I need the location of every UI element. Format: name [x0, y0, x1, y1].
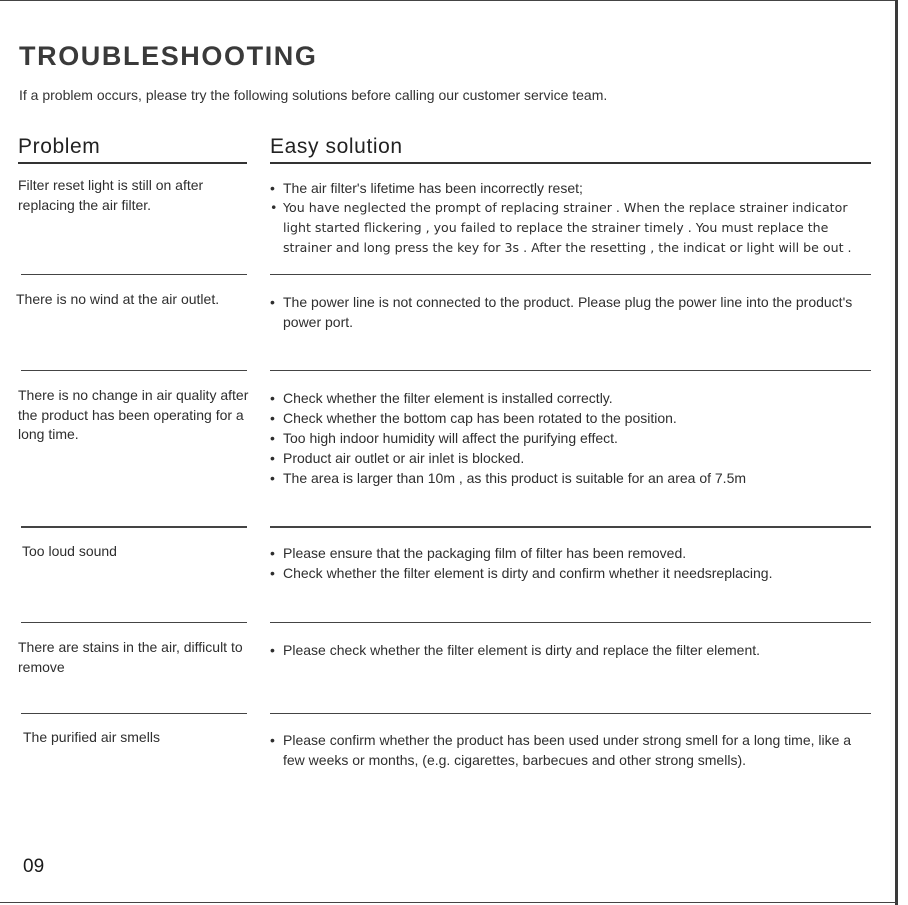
solution-item: • Product air outlet or air inlet is blocked. — [270, 448, 870, 468]
row-divider-solution — [270, 526, 871, 528]
problem-text: There is no change in air quality after the product has been operating for a long time. — [18, 387, 249, 442]
row-divider-solution — [270, 370, 871, 371]
row-divider-problem — [21, 370, 247, 371]
solution-item: • Check whether the bottom cap has been rotated to the position. — [270, 408, 870, 428]
problem-text: Filter reset light is still on after replacing the air filter. — [18, 177, 204, 213]
solution-header-rule — [270, 162, 871, 164]
row-divider-solution — [270, 713, 871, 714]
solution-item: • The power line is not connected to the product. Please plug the power line into the product's power port. — [270, 292, 870, 332]
row-divider-problem — [21, 713, 247, 714]
problem-column-header: Problem — [18, 135, 101, 158]
solution-column-header: Easy solution — [270, 135, 403, 158]
solution-item: • You have neglected the prompt of replacing strainer . When the replace strainer indicator light started flickering , you failed to replace the strainer timely . You must replace the strainer and long press the key for 3s . After the resetting , the indicat or light will be out . — [270, 198, 870, 258]
row-divider-problem — [21, 274, 247, 275]
page-bottom-border — [0, 902, 897, 903]
row-divider-solution — [270, 622, 871, 623]
solution-item: • Check whether the filter element is installed correctly. — [270, 388, 870, 408]
page-top-border — [0, 0, 897, 1]
solution-list — [270, 388, 870, 488]
solution-list — [270, 730, 870, 770]
problem-text: There are stains in the air, difficult to remove — [18, 639, 243, 675]
intro-text: If a problem occurs, please try the following solutions before calling our customer service team. — [19, 87, 608, 103]
row-divider-solution — [270, 274, 871, 275]
solution-item: • Please ensure that the packaging film of filter has been removed. — [270, 543, 870, 563]
solution-item: • Too high indoor humidity will affect the purifying effect. — [270, 428, 870, 448]
problem-text: The purified air smells — [23, 729, 160, 745]
solution-list — [270, 178, 870, 258]
solution-list — [270, 543, 870, 583]
solution-list — [270, 292, 870, 332]
problem-text: Too loud sound — [22, 543, 117, 559]
page-title: TROUBLESHOOTING — [19, 41, 318, 71]
page-number: 09 — [23, 856, 45, 877]
row-divider-problem — [21, 622, 247, 623]
solution-item: • Please confirm whether the product has been used under strong smell for a long time, like a few weeks or months, (e.g. cigarettes, barbecues and other strong smells). — [270, 730, 870, 770]
problem-text: There is no wind at the air outlet. — [16, 291, 220, 307]
page-right-border — [895, 0, 898, 905]
solution-item: • The air filter's lifetime has been incorrectly reset; — [270, 178, 870, 198]
problem-header-rule — [18, 162, 247, 164]
row-divider-problem — [21, 526, 247, 528]
solution-list — [270, 640, 870, 660]
solution-item: • Check whether the filter element is dirty and confirm whether it needsreplacing. — [270, 563, 870, 583]
solution-item: • The area is larger than 10m , as this product is suitable for an area of 7.5m — [270, 468, 870, 488]
solution-item: • Please check whether the filter element is dirty and replace the filter element. — [270, 640, 870, 660]
